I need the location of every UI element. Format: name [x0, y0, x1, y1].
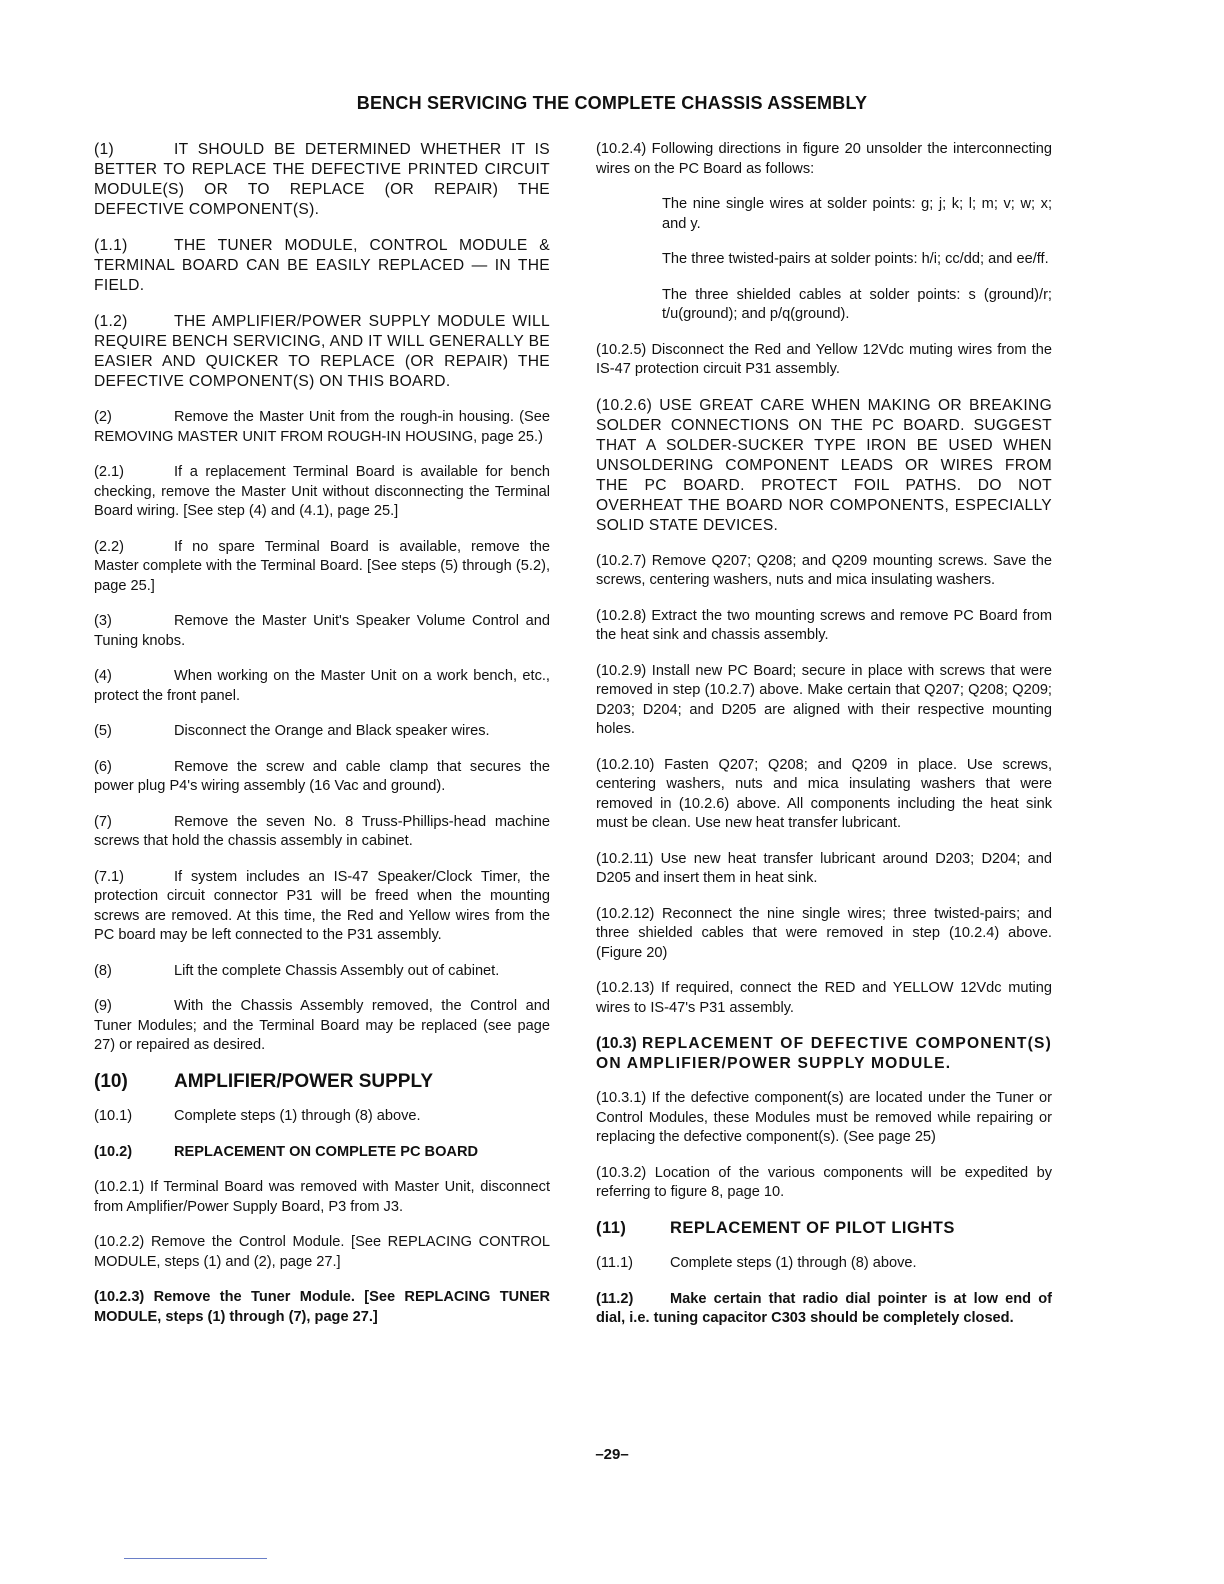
- step-number: (10.1): [94, 1108, 133, 1124]
- step-text: THE TUNER MODULE, CONTROL MODULE & TERMINAL BOARD CAN BE EASILY REPLACED — IN THE FIELD.: [94, 237, 550, 294]
- paragraph-4: [94, 667, 550, 706]
- step-number: (10.2.10): [596, 756, 655, 773]
- step-text: USE GREAT CARE WHEN MAKING OR BREAKING SOLDER CONNECTIONS ON THE PC BOARD. SUGGEST THAT A SOLDER-SUCKER TYPE IRON BE USED WHEN UNSOLDERING COMPONENT LEADS OR WIRES FROM THE PC BOARD. PROTECT FOIL PATHS. DO NOT OVERHEAT THE BOARD NOR COMPONENTS, ESPECIALLY SOLID STATE DEVICES.: [596, 396, 1052, 534]
- step-text: Remove the screw and cable clamp that secures the power plug P4's wiring assembly (16 Vac and ground).: [94, 758, 550, 794]
- footnote-rule: [124, 1558, 267, 1559]
- paragraph-9: [94, 997, 550, 1056]
- paragraph-10-3-1: [596, 1089, 1052, 1148]
- paragraph-3: [94, 612, 550, 651]
- paragraph-8: [94, 962, 550, 982]
- step-text: Complete steps (1) through (8) above.: [670, 1255, 917, 1271]
- step-number: (5): [94, 723, 112, 739]
- paragraph-10-2-11: [596, 850, 1052, 889]
- step-text: REPLACEMENT ON COMPLETE PC BOARD: [174, 1143, 479, 1160]
- step-number: (10.2.3): [94, 1289, 145, 1305]
- paragraph-7: [94, 813, 550, 852]
- step-text: If no spare Terminal Board is available, remove the Master complete with the Terminal Board. [See steps (5) through (5.2), page 25.]: [94, 538, 550, 594]
- paragraph-10-3: [596, 1034, 1052, 1073]
- step-number: (1): [94, 141, 114, 158]
- paragraph-10-3-2: [596, 1164, 1052, 1203]
- step-number: (2.1): [94, 464, 125, 480]
- section-heading-10: [94, 1072, 550, 1092]
- step-number: (10.2.9): [596, 662, 647, 679]
- step-text: Make certain that radio dial pointer is at low end of dial, i.e. tuning capacitor C303 should be completely closed.: [596, 1290, 1052, 1326]
- step-text: IT SHOULD BE DETERMINED WHETHER IT IS BETTER TO REPLACE THE DEFECTIVE PRINTED CIRCUIT MODULE(S) OR TO REPLACE (OR REPAIR) THE DEFECTIVE COMPONENT(S).: [94, 141, 550, 218]
- wire-list-single: The nine single wires at solder points: g; j; k; l; m; v; w; x; and y.: [662, 196, 1052, 232]
- page-number: –29–: [595, 1446, 629, 1463]
- paragraph-10-2-8: [596, 607, 1052, 646]
- step-number: (10.2.6): [596, 396, 653, 414]
- step-text: Remove the Control Module. [See REPLACING CONTROL MODULE, steps (1) and (2), page 27.]: [94, 1234, 551, 1270]
- step-number: (10.2.11): [596, 850, 654, 867]
- wire-list-twisted-pairs: The three twisted-pairs at solder points: h/i; cc/dd; and ee/ff.: [662, 251, 1049, 267]
- step-number: (2.2): [94, 538, 125, 555]
- step-number: (10.3.2): [596, 1164, 647, 1181]
- step-text: Disconnect the Red and Yellow 12Vdc muting wires from the IS-47 protection circuit P31 assembly.: [596, 341, 1052, 377]
- paragraph-10-2-10: [596, 756, 1052, 834]
- section-number: (11): [596, 1218, 627, 1237]
- paragraph-10-2-13: [596, 979, 1052, 1018]
- step-number: (10.3.1): [596, 1090, 647, 1106]
- section-title: AMPLIFIER/POWER SUPPLY: [174, 1070, 433, 1092]
- paragraph-10-2-1: [94, 1178, 550, 1217]
- step-number: (10.2.2): [94, 1234, 145, 1250]
- step-number: (7): [94, 813, 112, 830]
- step-number: (1.1): [94, 237, 128, 254]
- paragraph-10-2-5: [596, 341, 1052, 380]
- step-number: (4): [94, 668, 112, 684]
- paragraph-10-2-2: [94, 1233, 550, 1272]
- step-number: (11.2): [596, 1290, 634, 1307]
- paragraph-2-2: [94, 538, 550, 597]
- paragraph-5: [94, 722, 550, 742]
- step-number: (10.3): [596, 1035, 637, 1052]
- step-number: (10.2.5): [596, 341, 647, 358]
- step-number: (6): [94, 758, 112, 775]
- paragraph-1: [94, 140, 550, 220]
- section-number: (10): [94, 1070, 128, 1092]
- paragraph-2-1: [94, 463, 550, 522]
- paragraph-2: [94, 408, 550, 447]
- step-number: (10.2.7): [596, 552, 647, 569]
- step-text: Fasten Q207; Q208; and Q209 in place. Use screws, centering washers, nuts and mica insulating washers that were removed in (10.2.6) above. All components including the heat sink must be clean. Use new heat transfer lubricant.: [596, 756, 1052, 831]
- paragraph-10-2-7: [596, 552, 1052, 591]
- step-number: (3): [94, 613, 112, 629]
- paragraph-11-2: [596, 1290, 1052, 1329]
- step-text: Use new heat transfer lubricant around D203; D204; and D205 and insert them in heat sink.: [596, 850, 1052, 886]
- right-column: [596, 140, 1052, 1345]
- step-text: Reconnect the nine single wires; three twisted-pairs; and three shielded cables that were removed in step (10.2.4) above. (Figure 20): [596, 905, 1052, 961]
- step-number: (10.2.12): [596, 905, 655, 922]
- step-number: (10.2.1): [94, 1179, 145, 1195]
- paragraph-10-2-12: [596, 905, 1052, 964]
- paragraph-6: [94, 758, 550, 797]
- step-text: If a replacement Terminal Board is available for bench checking, remove the Master Unit without disconnecting the Terminal Board wiring. [See step (4) and (4.1), page 25.]: [94, 464, 550, 519]
- left-column: [94, 140, 550, 1343]
- step-text: Remove the seven No. 8 Truss-Phillips-head machine screws that hold the chassis assembly in cabinet.: [94, 813, 550, 849]
- step-text: If Terminal Board was removed with Master Unit, disconnect from Amplifier/Power Supply Board, P3 from J3.: [94, 1179, 550, 1215]
- step-text: Location of the various components will be expedited by referring to figure 8, page 10.: [596, 1164, 1052, 1200]
- step-text: REPLACEMENT OF DEFECTIVE COMPONENT(S) ON AMPLIFIER/POWER SUPPLY MODULE.: [596, 1035, 1052, 1072]
- step-text: If system includes an IS-47 Speaker/Clock Timer, the protection circuit connector P31 will be freed when the mounting screws are removed. At this time, the Red and Yellow wires from the PC board may be left connected to the P31 assembly.: [94, 868, 550, 943]
- paragraph-10-2-6: [596, 396, 1052, 536]
- step-text: Remove the Master Unit from the rough-in housing. (See REMOVING MASTER UNIT FROM ROUGH-IN HOUSING, page 25.): [94, 409, 550, 445]
- section-title: REPLACEMENT OF PILOT LIGHTS: [670, 1218, 955, 1237]
- page-title: BENCH SERVICING THE COMPLETE CHASSIS ASSEMBLY: [356, 93, 868, 113]
- paragraph-11-1: [596, 1254, 1052, 1274]
- step-text: When working on the Master Unit on a work bench, etc., protect the front panel.: [94, 668, 550, 704]
- step-number: (9): [94, 998, 112, 1014]
- step-text: Remove the Master Unit's Speaker Volume Control and Tuning knobs.: [94, 613, 550, 649]
- wire-list-shielded: The three shielded cables at solder points: s (ground)/r; t/u(ground); and p/q(ground).: [662, 286, 1052, 322]
- step-text: Remove Q207; Q208; and Q209 mounting screws. Save the screws, centering washers, nuts and mica insulating washers.: [596, 552, 1052, 588]
- paragraph-1-2: [94, 312, 550, 392]
- step-text: Install new PC Board; secure in place with screws that were removed in step (10.2.7) above. Make certain that Q207; Q208; Q209; D203; D204; and D205 are aligned with their respective mounting holes.: [596, 662, 1052, 737]
- step-number: (2): [94, 409, 112, 425]
- step-text: Remove the Tuner Module. [See REPLACING TUNER MODULE, steps (1) through (7), page 27.]: [94, 1289, 550, 1325]
- step-number: (10.2.13): [596, 980, 655, 996]
- step-text: If the defective component(s) are located under the Tuner or Control Modules, these Modules must be removed while repairing or replacing the defective component(s). (See page 25): [596, 1090, 1052, 1145]
- section-heading-11: [596, 1219, 1052, 1239]
- step-number: (1.2): [94, 313, 128, 330]
- step-number: (8): [94, 962, 112, 979]
- step-text: If required, connect the RED and YELLOW 12Vdc muting wires to IS-47's P31 assembly.: [596, 980, 1052, 1016]
- step-text: THE AMPLIFIER/POWER SUPPLY MODULE WILL REQUIRE BENCH SERVICING, AND IT WILL GENERALLY BE EASIER AND QUICKER TO REPLACE (OR REPAIR) THE DEFECTIVE COMPONENT(S) ON THIS BOARD.: [94, 313, 550, 390]
- step-text: With the Chassis Assembly removed, the Control and Tuner Modules; and the Terminal Board may be replaced (see page 27) or repaired as desired.: [94, 998, 550, 1053]
- step-number: (10.2): [94, 1143, 133, 1160]
- step-text: Extract the two mounting screws and remove PC Board from the heat sink and chassis assembly.: [596, 607, 1052, 643]
- paragraph-10-2-3: [94, 1288, 550, 1327]
- paragraph-7-1: [94, 868, 550, 946]
- paragraph-10-1: [94, 1107, 550, 1127]
- paragraph-10-2: [94, 1143, 550, 1163]
- step-number: (7.1): [94, 868, 125, 885]
- step-text: Following directions in figure 20 unsolder the interconnecting wires on the PC Board as follows:: [596, 141, 1052, 177]
- step-text: Lift the complete Chassis Assembly out of cabinet.: [174, 962, 500, 979]
- step-text: Disconnect the Orange and Black speaker wires.: [174, 723, 490, 739]
- paragraph-1-1: [94, 236, 550, 296]
- paragraph-10-2-9: [596, 662, 1052, 740]
- step-text: Complete steps (1) through (8) above.: [174, 1108, 421, 1124]
- step-number: (10.2.8): [596, 607, 647, 624]
- step-number: (10.2.4): [596, 141, 647, 157]
- paragraph-10-2-4: [596, 140, 1052, 179]
- step-number: (11.1): [596, 1255, 634, 1271]
